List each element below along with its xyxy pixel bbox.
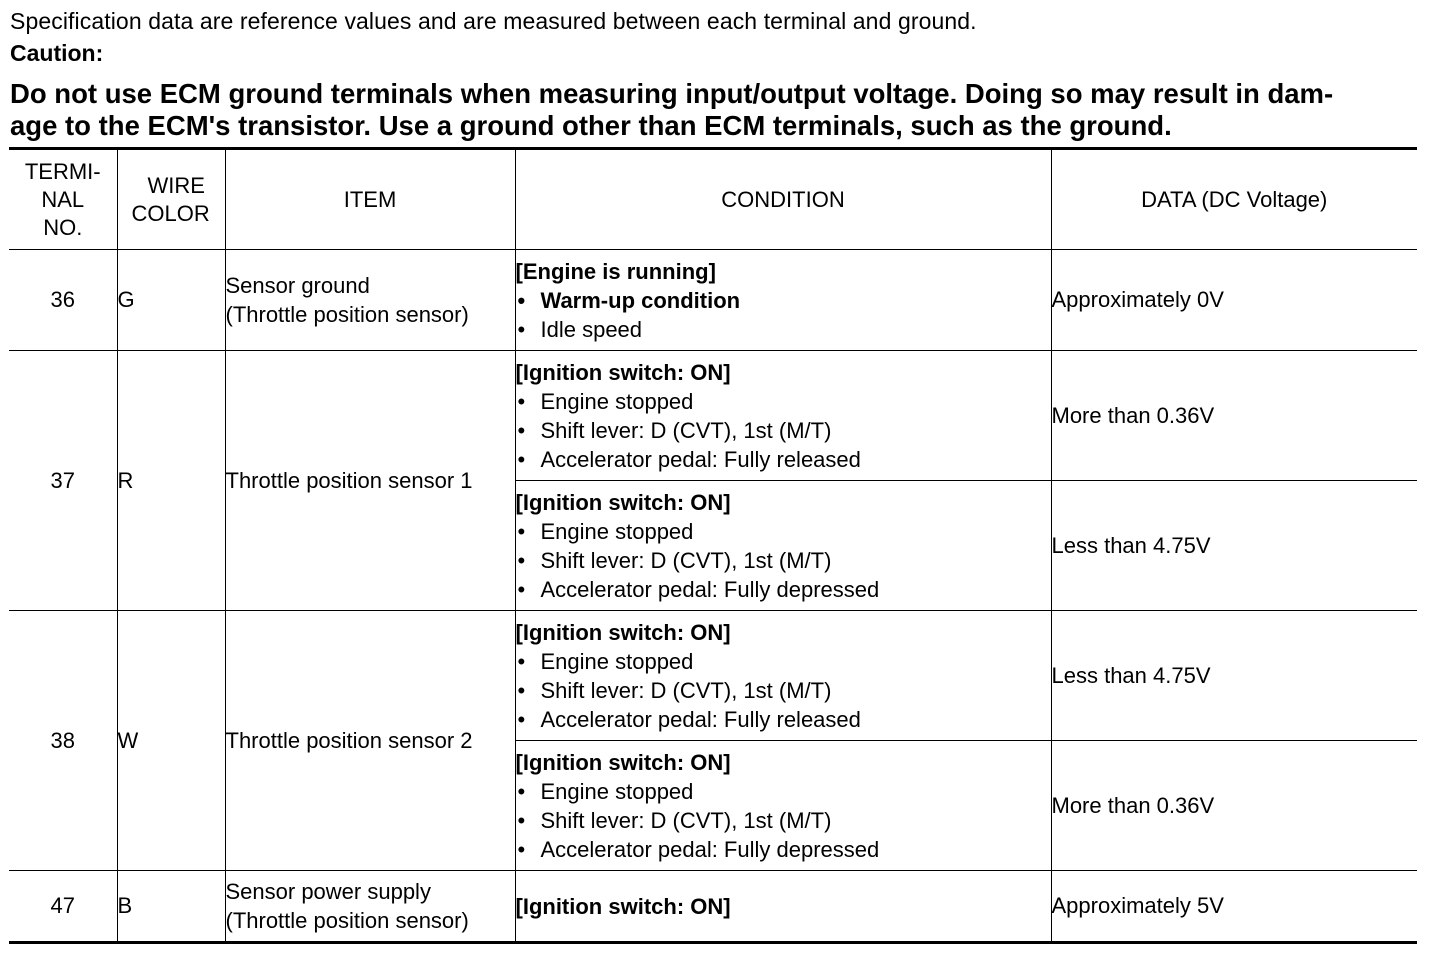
- item-cell: [225, 871, 515, 943]
- header-data: DATA (DC Voltage): [1051, 149, 1417, 250]
- table-row: [9, 351, 1417, 481]
- condition-bullet: • Accelerator pedal: Fully depressed: [516, 835, 1051, 864]
- condition-bullet: • Engine stopped: [516, 517, 1051, 546]
- condition-bullet: • Engine stopped: [516, 777, 1051, 806]
- data-voltage-cell: Approximately 0V: [1051, 250, 1417, 351]
- item-line: Throttle position sensor 2: [225, 728, 473, 753]
- item-line: Sensor ground: [225, 273, 370, 298]
- wire-color-cell: B: [117, 871, 225, 943]
- data-voltage-cell: Approximately 5V: [1051, 871, 1417, 943]
- caution-text: [10, 78, 1420, 142]
- item-line: Throttle position sensor 1: [225, 468, 473, 493]
- terminal-number-cell: 38: [9, 611, 117, 871]
- terminal-spec-table: [9, 147, 1417, 944]
- condition-bullet: • Shift lever: D (CVT), 1st (M/T): [516, 546, 1051, 575]
- item-line: Sensor power supply: [225, 879, 431, 904]
- terminal-number-cell: 37: [9, 351, 117, 611]
- condition-bullet: • Engine stopped: [516, 387, 1051, 416]
- header-item: ITEM: [225, 149, 515, 250]
- condition-cell: [515, 611, 1051, 741]
- wire-color-cell: W: [117, 611, 225, 871]
- header-condition: CONDITION: [515, 149, 1051, 250]
- condition-bullet: • Shift lever: D (CVT), 1st (M/T): [516, 676, 1051, 705]
- condition-list: [516, 647, 1051, 734]
- condition-bullet: • Accelerator pedal: Fully released: [516, 445, 1051, 474]
- condition-bullet: • Accelerator pedal: Fully depressed: [516, 575, 1051, 604]
- condition-cell: [515, 250, 1051, 351]
- caution-line-1: Do not use ECM ground terminals when measuring input/output voltage. Doing so may result in dam-: [10, 78, 1334, 109]
- data-voltage-cell: Less than 4.75V: [1051, 611, 1417, 741]
- caution-label: Caution:: [10, 40, 104, 66]
- data-voltage-cell: More than 0.36V: [1051, 351, 1417, 481]
- condition-heading: [Ignition switch: ON]: [515, 893, 731, 919]
- item-cell: [225, 250, 515, 351]
- condition-bullet: • Shift lever: D (CVT), 1st (M/T): [516, 806, 1051, 835]
- condition-heading: [Engine is running]: [515, 258, 716, 284]
- item-line: (Throttle position sensor): [225, 302, 469, 327]
- table-row: [9, 611, 1417, 741]
- condition-bullet: • Idle speed: [516, 315, 1051, 344]
- item-line: (Throttle position sensor): [225, 908, 469, 933]
- header-terminal-no: TERMI- NAL NO.: [9, 149, 117, 250]
- condition-bullet: • Accelerator pedal: Fully released: [516, 705, 1051, 734]
- table-row: [9, 250, 1417, 351]
- condition-list: [516, 387, 1051, 474]
- terminal-number-cell: 36: [9, 250, 117, 351]
- condition-cell: [515, 741, 1051, 871]
- item-cell: [225, 611, 515, 871]
- caution-line-2: age to the ECM's transistor. Use a ground other than ECM terminals, such as the ground.: [10, 110, 1172, 141]
- intro-text: Specification data are reference values and are measured between each terminal and ground.: [10, 8, 977, 34]
- data-voltage-cell: More than 0.36V: [1051, 741, 1417, 871]
- condition-cell: [515, 481, 1051, 611]
- condition-bullet: • Warm-up condition: [516, 286, 1051, 315]
- wire-color-cell: G: [117, 250, 225, 351]
- item-cell: [225, 351, 515, 611]
- terminal-number-cell: 47: [9, 871, 117, 943]
- condition-cell: [515, 351, 1051, 481]
- table-row: [9, 871, 1417, 943]
- data-voltage-cell: Less than 4.75V: [1051, 481, 1417, 611]
- table-header-row: [9, 149, 1417, 250]
- header-wire-color: WIRE COLOR: [117, 149, 225, 250]
- condition-cell: [515, 871, 1051, 943]
- condition-heading: [Ignition switch: ON]: [515, 489, 731, 515]
- condition-bullet: • Shift lever: D (CVT), 1st (M/T): [516, 416, 1051, 445]
- condition-heading: [Ignition switch: ON]: [515, 619, 731, 645]
- condition-heading: [Ignition switch: ON]: [515, 749, 731, 775]
- condition-heading: [Ignition switch: ON]: [515, 359, 731, 385]
- condition-list: [516, 286, 1051, 344]
- condition-bullet: • Engine stopped: [516, 647, 1051, 676]
- condition-list: [516, 517, 1051, 604]
- condition-list: [516, 777, 1051, 864]
- wire-color-cell: R: [117, 351, 225, 611]
